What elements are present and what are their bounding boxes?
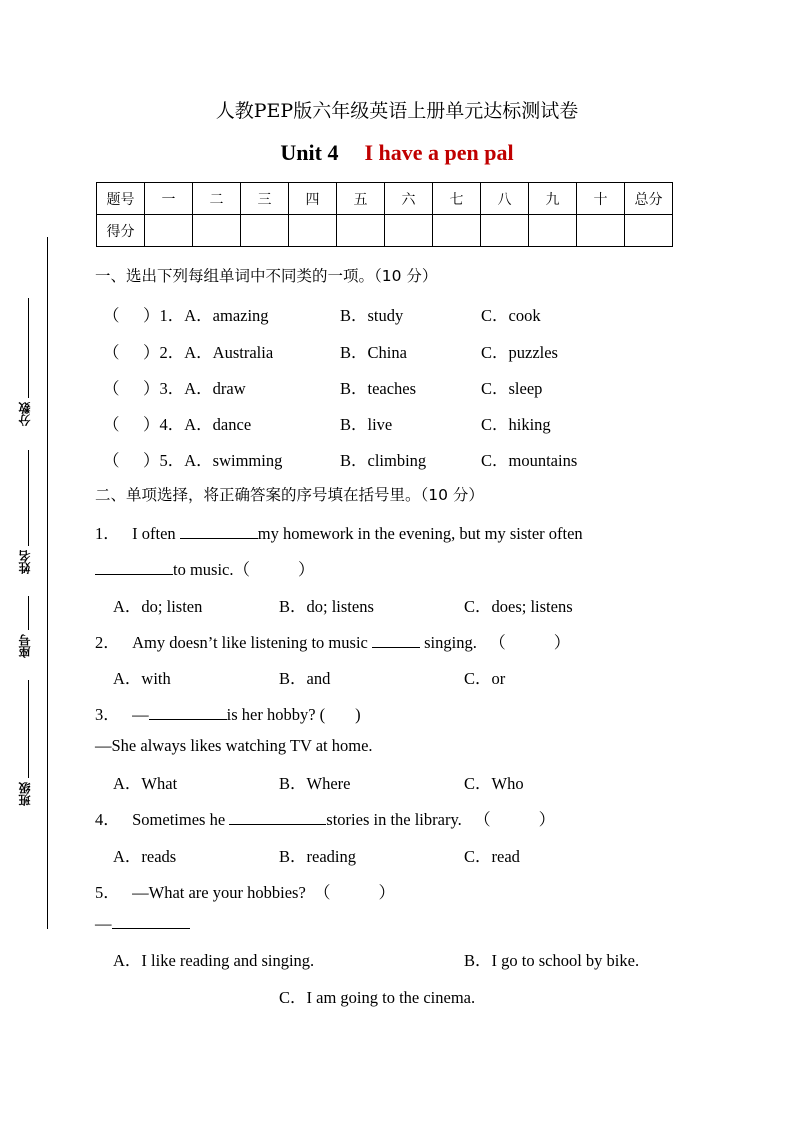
- section1-heading: 一、选出下列每组单词中不同类的一项。（10 分）: [95, 267, 438, 285]
- s2-q3-blank[interactable]: [149, 705, 227, 720]
- side-label-seat: 座号: [18, 634, 32, 658]
- score-cell: 七: [433, 183, 481, 215]
- score-cell: 题号: [97, 183, 145, 215]
- score-input-cell[interactable]: [625, 215, 673, 247]
- side-field-score[interactable]: [16, 298, 36, 438]
- s2-q1-option-a: A．do; listen: [113, 597, 203, 616]
- s1-q1-bracket[interactable]: （: [103, 306, 120, 325]
- s2-q2-stem: 2． Amy doesn’t like listening to music singing. （ ）: [95, 633, 571, 652]
- s2-q2-text-a: Amy doesn’t like listening to music: [132, 633, 368, 652]
- score-input-cell[interactable]: [481, 215, 529, 247]
- s1-q4-option-a: ）4．A．dance: [143, 415, 252, 434]
- s1-q3-option-b: B．teaches: [340, 379, 417, 398]
- s2-q4-number: 4．: [95, 810, 120, 829]
- s1-q5-bracket[interactable]: （: [103, 451, 120, 470]
- s2-q5-number: 5．: [95, 883, 120, 902]
- s1-q2-bracket[interactable]: （: [103, 343, 120, 362]
- s1-q1-option-c: C．cook: [481, 306, 541, 325]
- side-field-seat[interactable]: [16, 596, 36, 666]
- s2-q3-stem: 3． — is her hobby? ( ): [95, 705, 361, 724]
- s2-q4-option-a: A．reads: [113, 847, 177, 866]
- s2-q1-option-b: B．do; listens: [279, 597, 374, 616]
- s2-q5-reply-line: —: [95, 914, 190, 934]
- unit-title: I have a pen pal: [364, 140, 514, 165]
- s1-q3-bracket[interactable]: （: [103, 379, 120, 398]
- s2-q5-stem: 5． —What are your hobbies? （ ）: [95, 883, 396, 902]
- s2-q4-text-a: Sometimes he: [132, 810, 226, 829]
- score-input-cell[interactable]: [337, 215, 385, 247]
- s2-q4-text-b: stories in the library.: [326, 810, 462, 829]
- s2-q1-blank-1[interactable]: [180, 524, 258, 539]
- s2-q3-number: 3．: [95, 705, 120, 724]
- side-field-class[interactable]: [16, 680, 36, 815]
- score-cell: 五: [337, 183, 385, 215]
- s1-q5-option-c: C．mountains: [481, 451, 578, 470]
- s2-q4-blank[interactable]: [229, 810, 326, 825]
- s2-q2-option-c: C．or: [464, 669, 506, 688]
- s1-q5-option-a: ）5．A．swimming: [143, 451, 283, 470]
- s1-q2-option-b: B．China: [340, 343, 407, 362]
- score-input-cell[interactable]: [433, 215, 481, 247]
- score-table: [96, 182, 673, 247]
- page-title: 人教PEP版六年级英语上册单元达标测试卷: [215, 100, 579, 122]
- score-table-score-row: [97, 215, 673, 247]
- s1-q4-option-c: C．hiking: [481, 415, 551, 434]
- score-cell: 总分: [625, 183, 673, 215]
- score-input-cell[interactable]: [577, 215, 625, 247]
- s2-q1-text-b: my homework in the evening, but my sister often: [257, 524, 583, 543]
- s1-q1-option-a: ）1．A．amazing: [143, 306, 269, 325]
- s2-q5-option-b: B．I go to school by bike.: [464, 951, 640, 970]
- s1-q2-option-a: ）2．A．Australia: [143, 343, 274, 362]
- s2-q1-number: 1．: [95, 524, 120, 543]
- s1-q4-option-b: B．live: [340, 415, 393, 434]
- score-table-header-row: [97, 183, 673, 215]
- s2-q4-stem: 4． Sometimes he stories in the library. （ ）: [95, 810, 556, 829]
- s2-q2-blank[interactable]: [372, 633, 420, 648]
- s1-q2-option-c: C．puzzles: [481, 343, 558, 362]
- s2-q3-answer-line: —She always likes watching TV at home.: [95, 736, 373, 755]
- s2-q3-option-a: A．What: [113, 774, 178, 793]
- s2-q2-number: 2．: [95, 633, 120, 652]
- score-input-cell[interactable]: [385, 215, 433, 247]
- s2-q4-option-b: B．reading: [279, 847, 356, 866]
- s2-q1-stem: [95, 520, 583, 544]
- score-cell: 十: [577, 183, 625, 215]
- score-input-cell[interactable]: [529, 215, 577, 247]
- s1-q3-option-a: ）3．A．draw: [143, 379, 246, 398]
- score-cell: 一: [145, 183, 193, 215]
- s1-q4-bracket[interactable]: （: [103, 415, 120, 434]
- score-cell: 三: [241, 183, 289, 215]
- side-label-name: 姓名: [18, 550, 32, 574]
- score-input-cell[interactable]: [289, 215, 337, 247]
- unit-label: Unit 4: [280, 140, 339, 165]
- score-row-label: 得分: [97, 215, 145, 247]
- score-cell: 六: [385, 183, 433, 215]
- binding-margin-line: [47, 237, 48, 929]
- s2-q2-option-b: B．and: [279, 669, 331, 688]
- unit-heading: [0, 140, 794, 166]
- s1-q1-option-b: B．study: [340, 306, 404, 325]
- score-input-cell[interactable]: [241, 215, 289, 247]
- s2-q2-text-b: singing.: [424, 633, 477, 652]
- s2-q3-option-b: B．Where: [279, 774, 351, 793]
- s2-q5-text-a: —What are your hobbies?: [132, 883, 306, 902]
- score-input-cell[interactable]: [145, 215, 193, 247]
- s2-q1-option-c: C．does; listens: [464, 597, 573, 616]
- section2-heading: 二、单项选择，将正确答案的序号填在括号里。（10 分）: [95, 486, 484, 504]
- s1-q3-option-c: C．sleep: [481, 379, 543, 398]
- s2-q4-option-c: C．read: [464, 847, 520, 866]
- s2-q3-option-c: C．Who: [464, 774, 524, 793]
- s2-q1-text-c: to music.（: [173, 560, 250, 579]
- score-input-cell[interactable]: [193, 215, 241, 247]
- s2-q1-blank-2[interactable]: [95, 560, 173, 575]
- s2-q3-text-b: is her hobby? (: [226, 705, 326, 724]
- side-label-score: 分数: [18, 402, 32, 426]
- s2-q5-option-c: C．I am going to the cinema.: [279, 988, 476, 1007]
- score-cell: 四: [289, 183, 337, 215]
- score-cell: 二: [193, 183, 241, 215]
- score-cell: 八: [481, 183, 529, 215]
- s1-q5-option-b: B．climbing: [340, 451, 427, 470]
- side-label-class: 班级: [18, 782, 32, 806]
- s2-q2-option-a: A．with: [113, 669, 171, 688]
- side-field-name[interactable]: [16, 450, 36, 585]
- s2-q5-option-a: A．I like reading and singing.: [113, 951, 315, 970]
- score-cell: 九: [529, 183, 577, 215]
- s2-q1-text-a: I often: [132, 524, 176, 543]
- s2-q1-stem-cont: to music.（ ）: [95, 556, 315, 580]
- s2-q5-blank[interactable]: [112, 914, 190, 929]
